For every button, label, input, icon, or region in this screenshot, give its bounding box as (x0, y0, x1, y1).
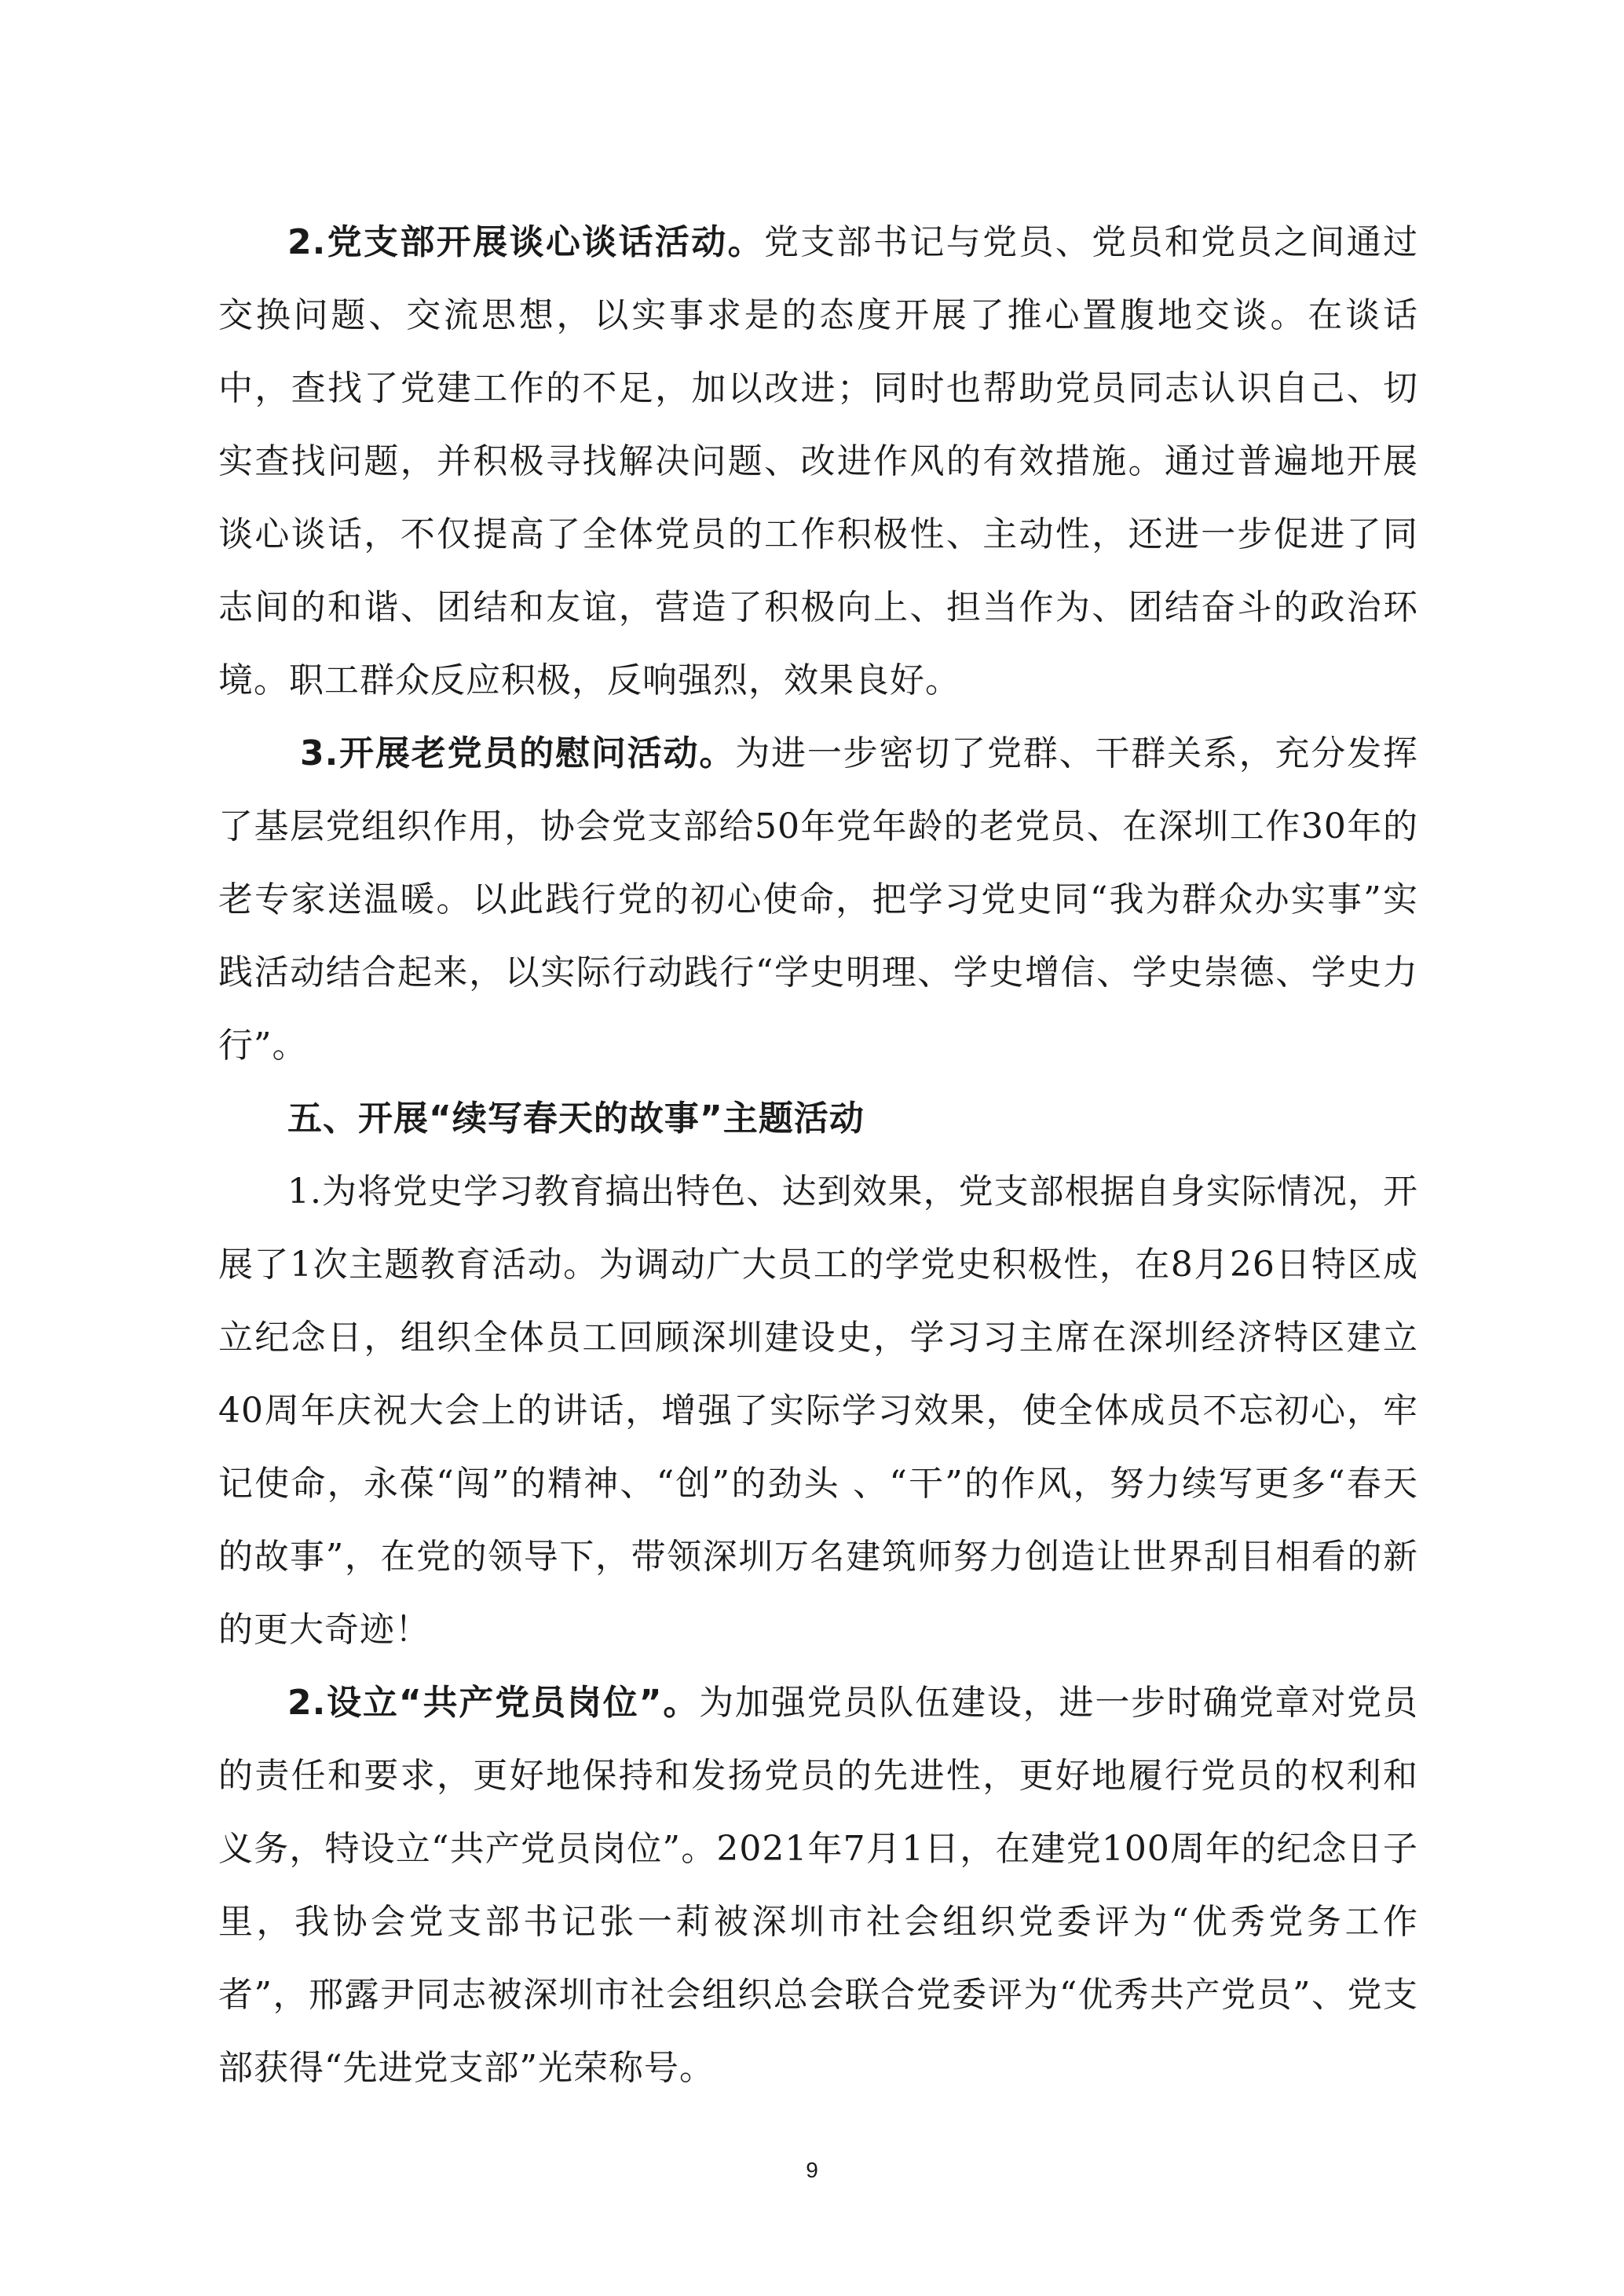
paragraph-veteran-visit (218, 717, 1418, 1082)
section-heading: 五、开展“续写春天的故事”主题活动 (287, 1099, 865, 1139)
page-number: 9 (806, 2158, 818, 2182)
paragraph-talk-activity (218, 206, 1418, 717)
paragraph-lead: 2.党支部开展谈心谈话活动。 (287, 222, 764, 262)
paragraph-theme-education (218, 1155, 1418, 1666)
paragraph-lead: 3.开展老党员的慰问活动。 (300, 733, 736, 773)
paragraph-text: 为加强党员队伍建设，进一步时确党章对党员的责任和要求，更好地保持和发扬党员的先进性，更好地履行党员的权利和义务，特设立“共产党员岗位”。2021年7月1日，在建党100周年的纪念日子里，我协会党支部书记张一莉被深圳市社会组织党委评为“优秀党务工作者”，邢露尹同志被深圳市社会组织总会联合党委评为“优秀共产党员”、党支部获得“先进党支部”光荣称号。 (218, 1683, 1419, 2088)
paragraph-text: 为进一步密切了党群、干群关系，充分发挥了基层党组织作用，协会党支部给50年党年龄的老党员、在深圳工作30年的老专家送温暖。以此践行党的初心使命，把学习党史同“我为群众办实事”实践活动结合起来，以实际行动践行“学史明理、学史增信、学史崇德、学史力行”。 (218, 733, 1418, 1066)
paragraph-party-post (218, 1666, 1418, 2104)
document-body (218, 206, 1418, 2104)
paragraph-text: 党支部书记与党员、党员和党员之间通过交换问题、交流思想，以实事求是的态度开展了推心置腹地交谈。在谈话中，查找了党建工作的不足，加以改进；同时也帮助党员同志认识自己、切实查找问题，并积极寻找解决问题、改进作风的有效措施。通过普遍地开展谈心谈话，不仅提高了全体党员的工作积极性、主动性，还进一步促进了同志间的和谐、团结和友谊，营造了积极向上、担当作为、团结奋斗的政治环境。职工群众反应积极，反响强烈，效果良好。 (218, 222, 1418, 700)
paragraph-lead: 2.设立“共产党员岗位”。 (287, 1683, 700, 1723)
paragraph-text: 1.为将党史学习教育搞出特色、达到效果，党支部根据自身实际情况，开展了1次主题教育活动。为调动广大员工的学党史积极性，在8月26日特区成立纪念日，组织全体员工回顾深圳建设史，学习习主席在深圳经济特区建立40周年庆祝大会上的讲话，增强了实际学习效果，使全体成员不忘初心，牢记使命，永葆“闯”的精神、“创”的劲头 、“干”的作风，努力续写更多“春天的故事”，在党的领导下，带领深圳万名建筑师努力创造让世界刮目相看的新的更大奇迹！ (218, 1172, 1418, 1650)
